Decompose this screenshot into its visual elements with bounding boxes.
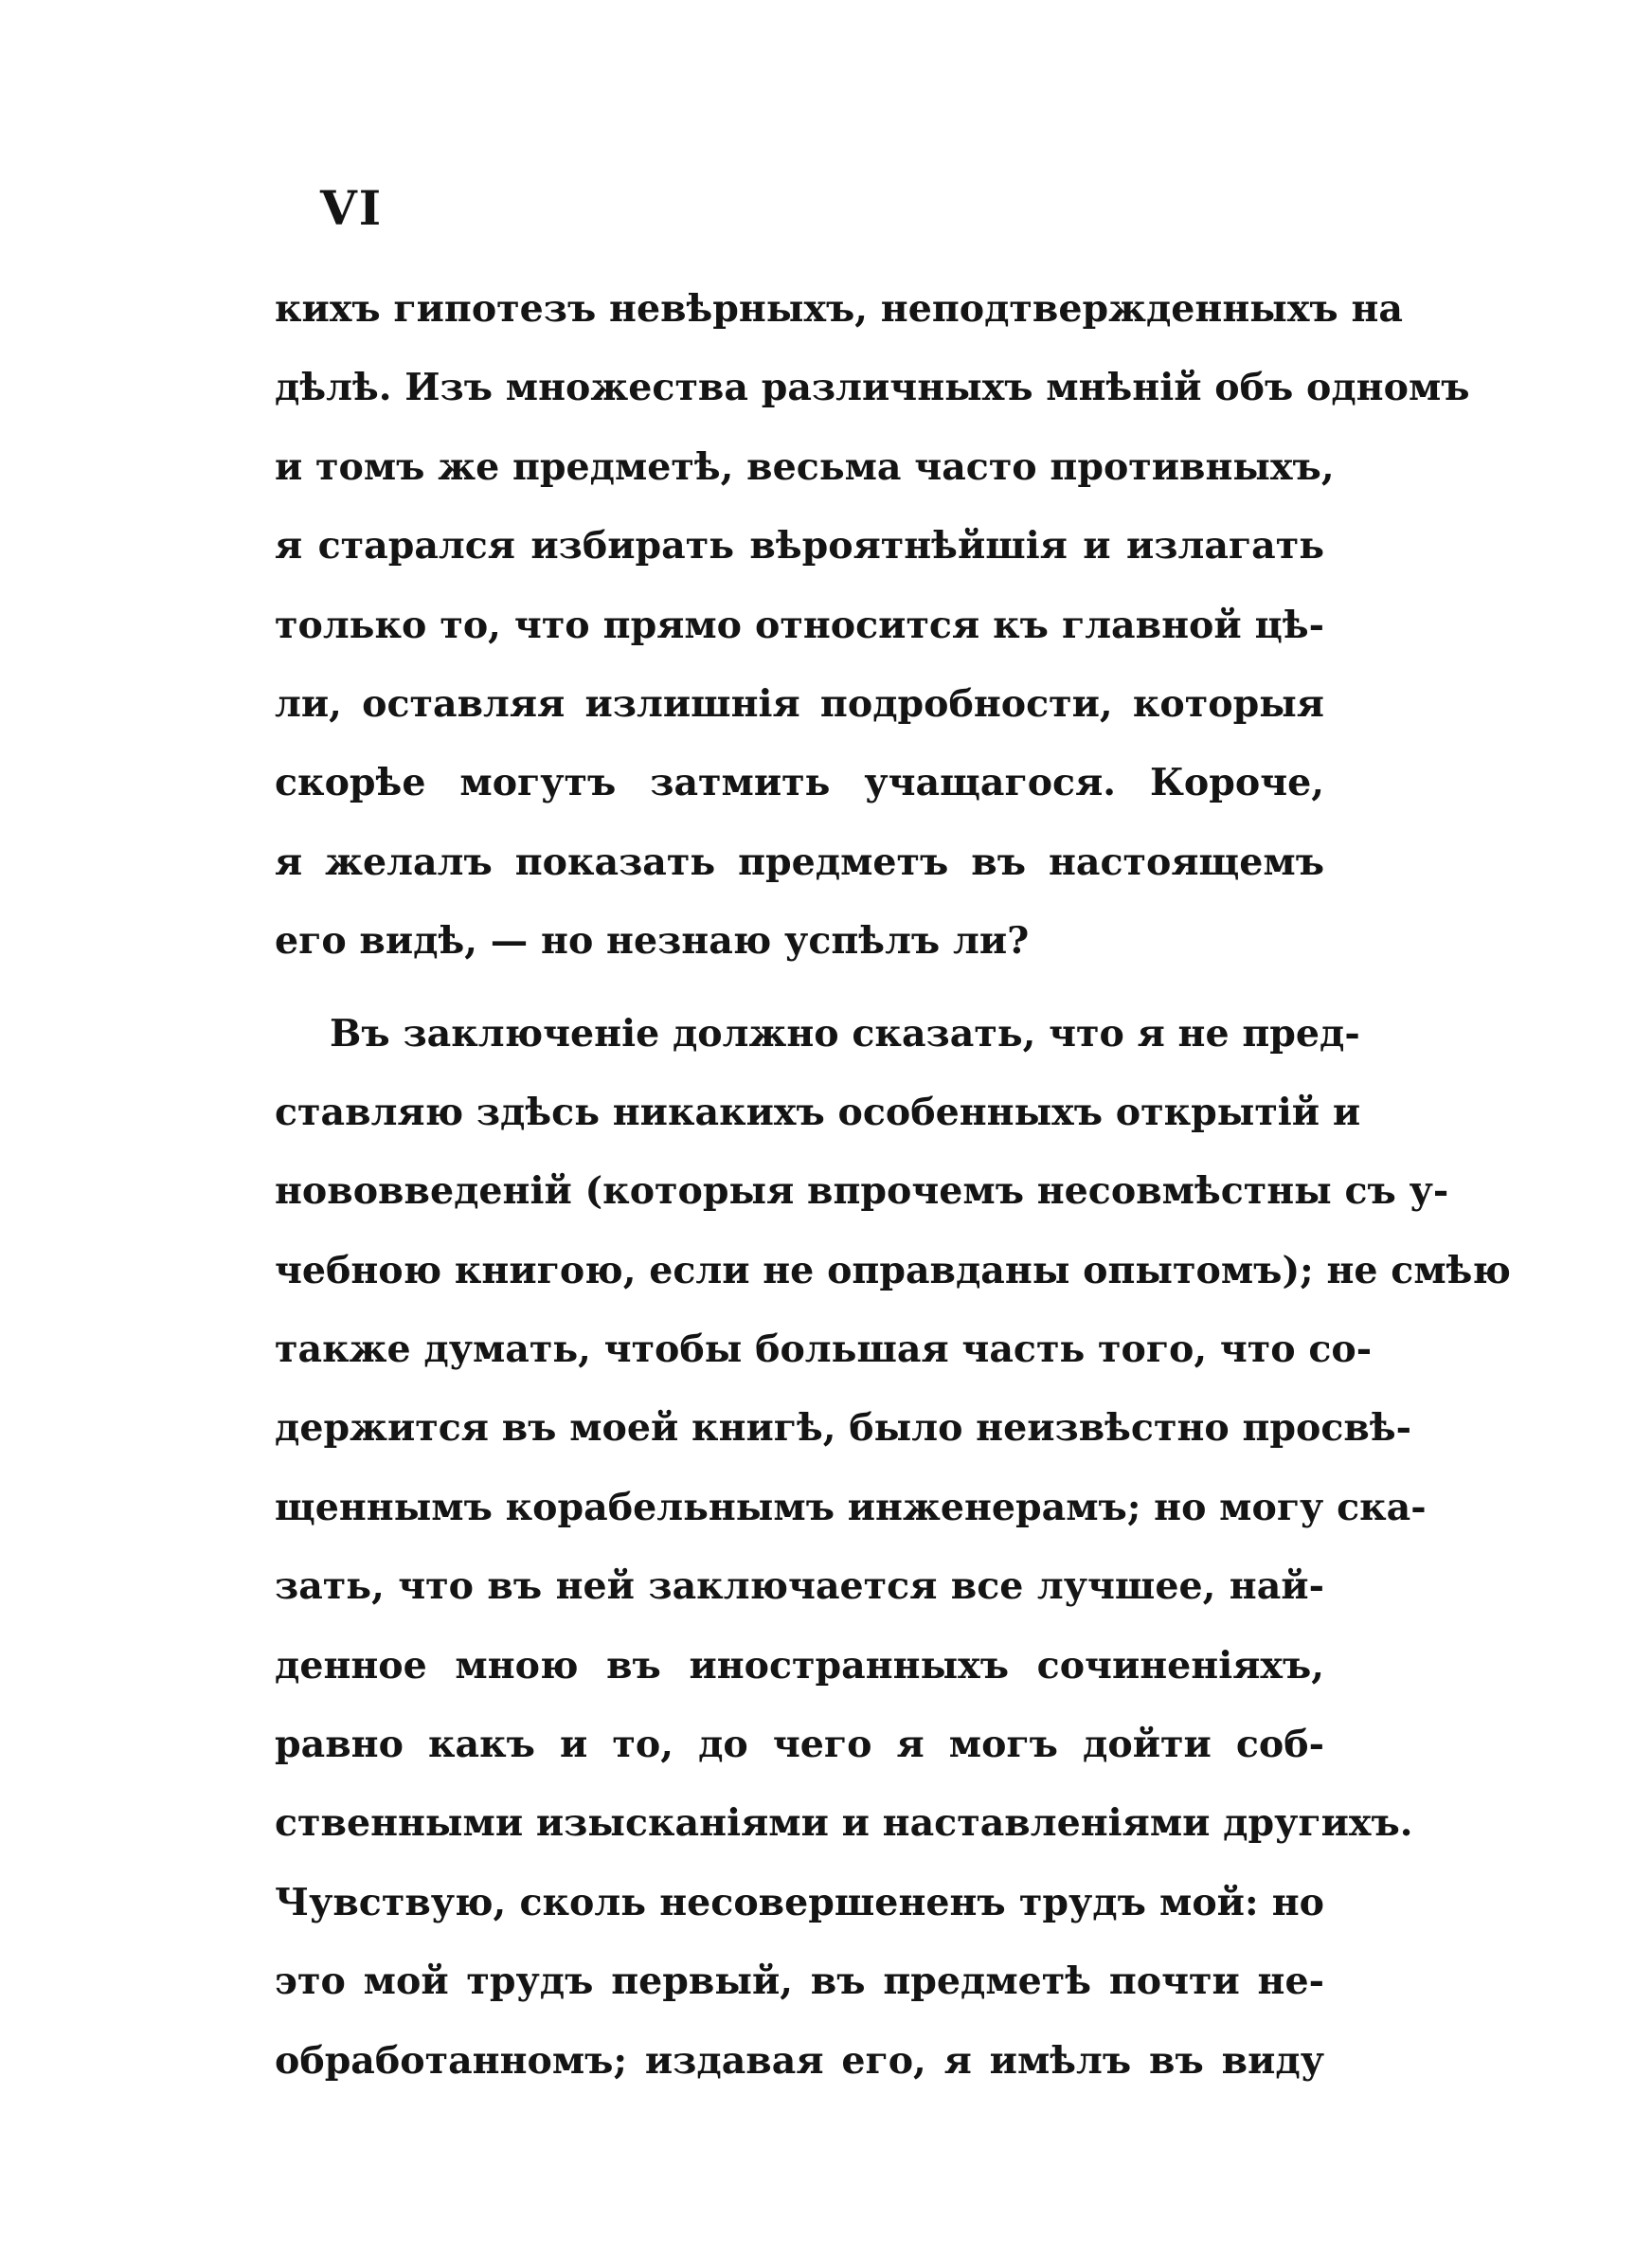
text-line: и томъ же предметѣ, весьма часто противныхъ, <box>275 444 1335 489</box>
text-line: равно какъ и то, до чего я могъ дойти соб- <box>275 1723 1324 1767</box>
text-line: его видѣ, — но незнаю успѣлъ ли? <box>275 919 1030 964</box>
text-line: держится въ моей книгѣ, было неизвѣстно просвѣ- <box>275 1406 1412 1451</box>
text-line: это мой трудъ первый, въ предметѣ почти не- <box>275 1959 1324 2004</box>
text-line: ставляю здѣсь никакихъ особенныхъ открытій и <box>275 1090 1361 1134</box>
paragraph <box>275 270 1470 982</box>
text-line: Чувствую, сколь несовершенeнъ трудъ мой: но <box>275 1880 1324 1924</box>
text-line: я желалъ показать предметъ въ настоящемъ <box>275 840 1324 884</box>
text-line: я старался избирать вѣроятнѣйшія и излагать <box>275 524 1324 569</box>
text-line: также думать, чтобы большая часть того, что со- <box>275 1327 1373 1372</box>
text-line: щеннымъ корабельнымъ инженерамъ; но могу ска- <box>275 1485 1427 1529</box>
text-line: денное мною въ иностранныхъ сочиненіяхъ, <box>275 1643 1324 1688</box>
text-line: Въ заключеніе должно сказать, что я не пред- <box>330 1011 1360 1056</box>
text-line: нововведеній (которыя впрочемъ несовмѣстны съ у- <box>275 1169 1449 1214</box>
page-number: VI <box>320 180 384 236</box>
text-line: чебною книгою, если не оправданы опытомъ); не смѣю <box>275 1248 1511 1292</box>
text-line: зать, что въ ней заключается все лучшее, най- <box>275 1564 1324 1609</box>
paragraph-gap <box>275 982 1324 995</box>
text-line: дѣлѣ. Изъ множества различныхъ мнѣній объ одномъ <box>275 366 1470 410</box>
body-text <box>275 270 1511 2101</box>
paragraph <box>275 995 1511 2101</box>
text-line: только то, что прямо относится къ главной цѣ- <box>275 603 1324 647</box>
text-line: кихъ гипотезъ невѣрныхъ, неподтвержденныхъ на <box>275 287 1403 331</box>
text-line: обработанномъ; издавая его, я имѣлъ въ виду <box>275 2038 1324 2083</box>
text-line: ственными изысканіями и наставленіями другихъ. <box>275 1801 1413 1846</box>
text-line: ли, оставляя излишнія подробности, которыя <box>275 681 1324 726</box>
text-line: скорѣе могутъ затмить учащагося. Короче, <box>275 761 1324 805</box>
